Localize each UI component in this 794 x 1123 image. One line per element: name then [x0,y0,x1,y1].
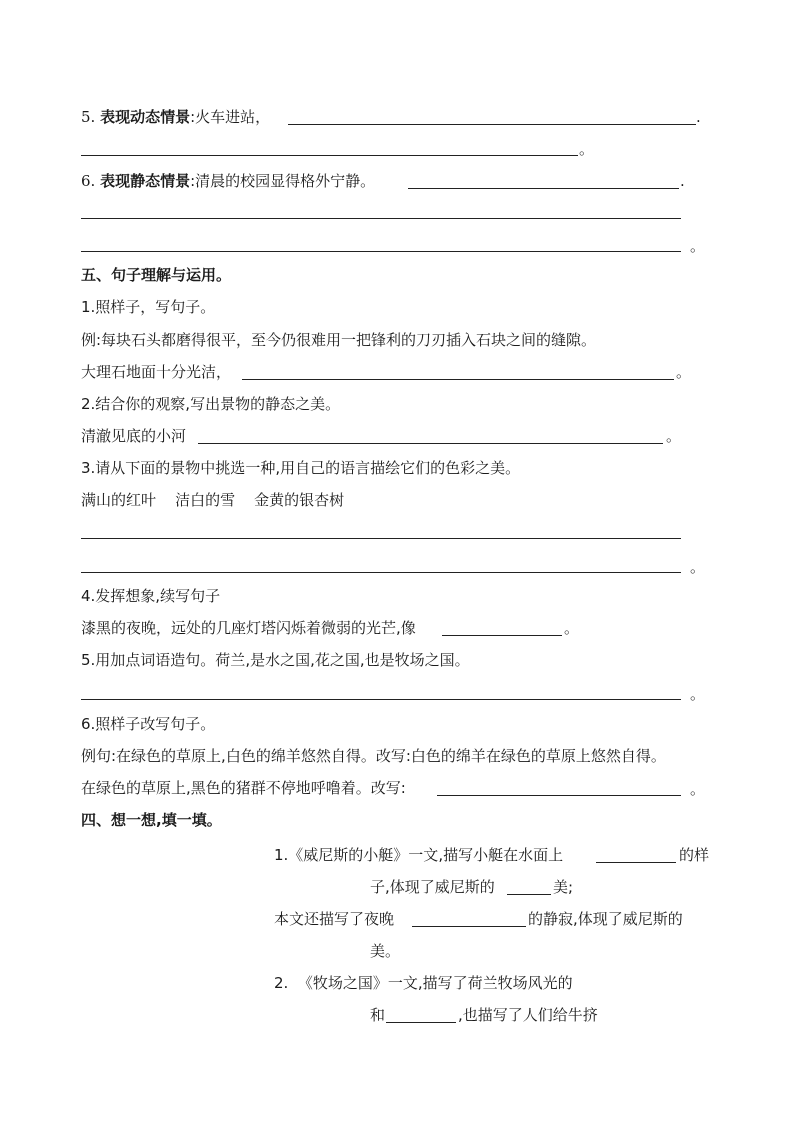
q6-answer-blank-1[interactable] [408,188,679,189]
s5-item6-end-mark: 。 [690,780,706,798]
s4-q1-answer-blank-3[interactable] [412,926,526,927]
s5-item5-title: 5.用加点词语造句。荷兰,是水之国,花之国,也是牧场之国。 [81,651,470,669]
s5-item6-answer-blank[interactable] [437,795,681,796]
s4-q1-text-a: 1.《威尼斯的小艇》一文,描写小艇在水面上 [274,846,564,864]
s5-item4-end-mark: 。 [564,619,580,637]
s4-q1-line-3 [274,909,394,929]
q5-answer-blank-2[interactable] [81,155,578,156]
s4-q1-line-1 [274,845,563,865]
q6-answer-blank-3[interactable] [81,251,681,252]
s4-q2-answer-blank[interactable] [386,1022,456,1023]
s4-q1-text-f: 的静寂,体现了威尼斯的 [528,910,683,928]
s5-item2-prompt: 清澈见底的小河 [81,427,187,445]
section-four-heading: 四、想一想,填一填。 [81,811,222,829]
s5-item2-answer-blank[interactable] [198,443,663,444]
s4-q1-text-d: 美; [553,878,574,896]
s4-q1-text-c: 子,体现了威尼斯的 [370,878,495,896]
q5-end-mark-1: . [696,108,701,126]
s4-q2-text-b: 和 [370,1006,386,1024]
s5-item3-answer-blank-2[interactable] [81,572,681,573]
q6-answer-blank-2[interactable] [81,218,681,219]
s5-item1-example: 例:每块石头都磨得很平，至今仍很难用一把锋利的刀刃插入石块之间的缝隙。 [81,331,597,349]
q5-label: 表现动态情景 [100,108,191,126]
s5-item3-options: 满山的红叶 洁白的雪 金黄的银杏树 [81,491,345,509]
s5-item5-end-mark: 。 [690,685,706,703]
q5-text: :火车进站， [190,108,271,126]
s4-q1-answer-blank-2[interactable] [507,894,551,895]
s5-item5-answer-blank[interactable] [81,699,681,700]
s5-item4-answer-blank[interactable] [442,635,562,636]
q5-number: 5. [81,108,96,126]
q5-answer-blank-1[interactable] [288,124,696,125]
s5-item6-example: 例句:在绿色的草原上,白色的绵羊悠然自得。改写:白色的绵羊在绿色的草原上悠然自得。 [81,747,666,765]
s4-q2-text-c: ,也描写了人们给牛挤 [458,1006,598,1024]
s5-item1-end-mark: 。 [676,363,692,381]
s5-item6-title: 6.照样子改写句子。 [81,715,216,733]
s5-item6-prompt: 在绿色的草原上,黑色的猪群不停地呼噜着。改写: [81,779,406,797]
section-five-heading: 五、句子理解与运用。 [81,266,232,284]
s5-item1-prompt: 大理石地面十分光洁， [81,363,232,381]
q5-line [81,107,270,127]
s5-item4-title: 4.发挥想象,续写句子 [81,587,221,605]
s4-q1-text-e: 本文还描写了夜晚 [274,910,395,928]
q6-label: 表现静态情景 [100,172,191,190]
s4-q2-line-1: 2. 《牧场之国》一文,描写了荷兰牧场风光的 [274,974,573,992]
q6-end-mark-3: 。 [690,237,706,255]
q6-number: 6. [81,172,96,190]
s4-q1-text-b: 的样 [679,846,710,864]
s5-item3-title: 3.请从下面的景物中挑选一种,用自己的语言描绘它们的色彩之美。 [81,459,521,477]
s4-q1-line-2 [370,877,495,897]
s4-q1-answer-blank-1[interactable] [596,862,676,863]
s5-item3-end-mark: 。 [690,558,706,576]
s5-item2-end-mark: 。 [666,427,682,445]
s4-q1-text-g: 美。 [370,942,401,960]
s5-item1-title: 1.照样子，写句子。 [81,298,216,316]
q6-text: :清晨的校园显得格外宁静。 [190,172,376,190]
s5-item4-prompt: 漆黑的夜晚，远处的几座灯塔闪烁着微弱的光芒,像 [81,619,416,637]
q6-end-mark-1: . [680,172,685,190]
q5-end-mark-2: 。 [579,140,595,158]
q6-line [81,171,375,191]
s5-item1-answer-blank[interactable] [242,379,674,380]
s5-item3-answer-blank-1[interactable] [81,538,681,539]
s5-item2-title: 2.结合你的观察,写出景物的静态之美。 [81,395,341,413]
